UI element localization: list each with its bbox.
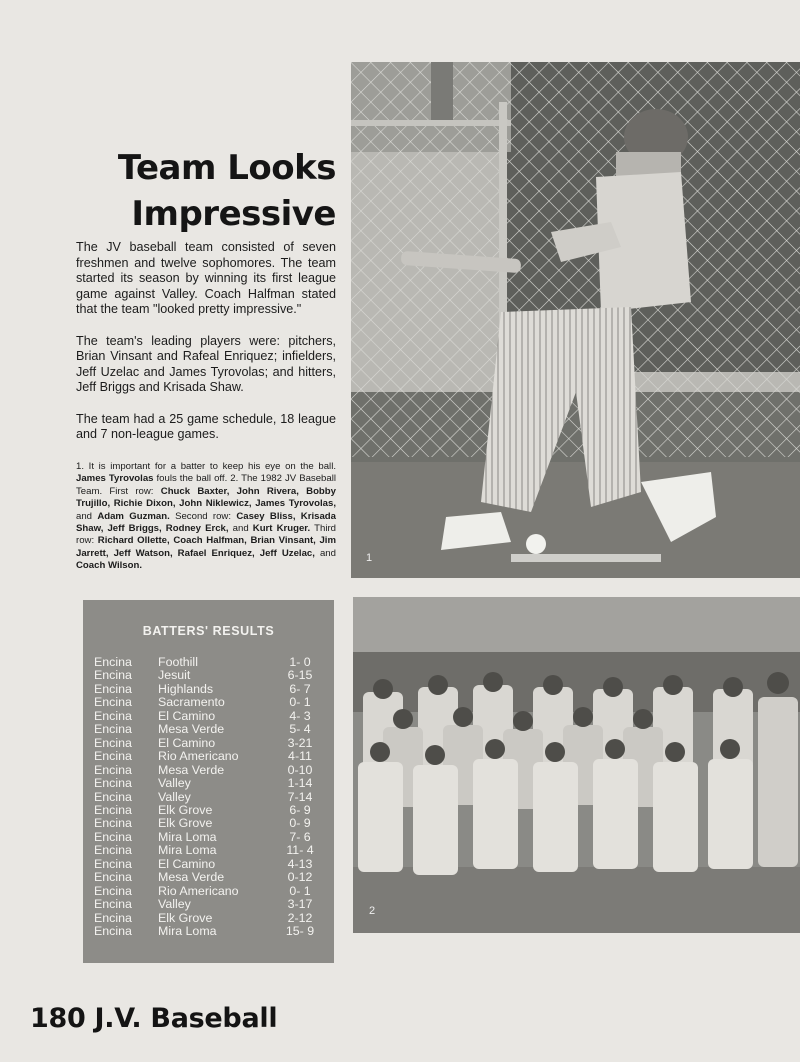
page-footer	[30, 1003, 277, 1034]
body-paragraph-3: The team had a 25 game schedule, 18 league and 7 non-league games.	[76, 411, 336, 441]
result-row	[94, 885, 324, 898]
caption-name: Casey Bliss, Krisada Shaw, Jeff Briggs, Rodney Erck,	[76, 510, 336, 535]
result-opponent: Mesa Verde	[158, 762, 225, 777]
result-opponent: Valley	[158, 897, 191, 912]
result-score: 4- 3	[289, 708, 311, 723]
result-opponent: Mira Loma	[158, 829, 217, 844]
result-team: Encina	[94, 749, 132, 764]
caption-text: and	[314, 547, 336, 559]
result-team: Encina	[94, 695, 132, 710]
result-row	[94, 710, 324, 723]
result-team: Encina	[94, 843, 132, 858]
results-table	[94, 656, 324, 939]
result-row	[94, 791, 324, 804]
caption-text: fouls the ball off. 2. The 1982 JV Baseball Team. First row:	[76, 473, 336, 497]
result-team: Encina	[94, 722, 132, 737]
result-opponent: El Camino	[158, 735, 216, 750]
result-opponent: Valley	[158, 776, 191, 791]
result-row	[94, 804, 324, 817]
result-score: 3-17	[287, 897, 313, 912]
result-score: 4-11	[288, 749, 312, 764]
result-team: Encina	[94, 802, 132, 817]
result-row	[94, 656, 324, 669]
result-row	[94, 844, 324, 857]
result-score: 2-12	[287, 910, 313, 925]
result-opponent: Jesuit	[158, 668, 191, 683]
result-score: 5- 4	[289, 722, 311, 737]
batter-photo	[351, 62, 800, 578]
result-row	[94, 683, 324, 696]
result-team: Encina	[94, 681, 132, 696]
result-team: Encina	[94, 735, 132, 750]
caption-name: Richard Ollette, Coach Halfman, Brian Vinsant, Jim Jarrett, Jeff Watson, Rafael Enriquez, Jeff Uzelac,	[76, 535, 336, 559]
caption-text: Second row:	[169, 510, 237, 522]
result-row	[94, 669, 324, 682]
result-team: Encina	[94, 789, 132, 804]
caption-text: Third row:	[76, 523, 336, 547]
caption-name: Coach Wilson.	[76, 560, 143, 572]
photo-number-1: 1	[366, 552, 373, 564]
result-team: Encina	[94, 829, 132, 844]
result-row	[94, 696, 324, 709]
result-score: 7-14	[287, 789, 313, 804]
caption-text: 1. It is important for a batter to keep his eye on the ball.	[76, 461, 336, 472]
result-row	[94, 817, 324, 830]
headline-line-2: Impressive	[131, 194, 336, 234]
photo-number-2: 2	[369, 905, 376, 917]
result-row	[94, 750, 324, 763]
result-team: Encina	[94, 816, 132, 831]
body-paragraph-1: The JV baseball team consisted of seven freshmen and twelve sophomores. The team started its season by winning its first league game against Valley. Coach Halfman stated that the team "looked pretty impressive."	[76, 240, 336, 316]
result-team: Encina	[94, 924, 132, 939]
batters-results-box	[83, 600, 334, 963]
result-opponent: Mesa Verde	[158, 722, 225, 737]
caption-name: Kurt Kruger.	[252, 523, 311, 535]
caption-name: Adam Guzman.	[97, 510, 170, 522]
result-opponent: Mira Loma	[158, 924, 217, 939]
result-opponent: Mesa Verde	[158, 870, 225, 885]
result-opponent: Sacramento	[158, 695, 225, 710]
result-opponent: Foothill	[158, 655, 198, 669]
footer-label: 180 J.V. Baseball	[30, 1003, 278, 1034]
result-score: 4-13	[287, 856, 313, 871]
result-score: 0-12	[287, 870, 313, 885]
result-team: Encina	[94, 910, 132, 925]
result-row	[94, 737, 324, 750]
article-body	[76, 240, 336, 459]
result-opponent: Elk Grove	[158, 802, 213, 817]
team-photo	[353, 597, 800, 933]
result-score: 1- 0	[289, 655, 311, 669]
result-score: 0- 9	[289, 816, 311, 831]
result-opponent: Elk Grove	[158, 910, 213, 925]
caption-name: James Tyrovolas	[76, 473, 154, 485]
result-row	[94, 871, 324, 884]
result-score: 1-14	[287, 776, 313, 791]
result-team: Encina	[94, 708, 132, 723]
batter-illustration	[351, 62, 800, 578]
caption-text: and	[76, 510, 98, 522]
result-score: 3-21	[287, 735, 313, 750]
photo-caption	[76, 461, 336, 573]
result-team: Encina	[94, 883, 132, 898]
result-opponent: Mira Loma	[158, 843, 217, 858]
result-opponent: Highlands	[158, 681, 214, 696]
result-score: 15- 9	[285, 924, 315, 939]
result-opponent: Elk Grove	[158, 816, 213, 831]
result-score: 6-15	[287, 668, 313, 683]
result-row	[94, 912, 324, 925]
headline-line-1: Team Looks	[117, 148, 336, 188]
result-row	[94, 831, 324, 844]
result-team: Encina	[94, 856, 132, 871]
team-illustration	[353, 597, 800, 933]
result-opponent: El Camino	[158, 708, 216, 723]
result-row	[94, 858, 324, 871]
result-opponent: El Camino	[158, 856, 216, 871]
result-team: Encina	[94, 870, 132, 885]
result-team: Encina	[94, 897, 132, 912]
result-row	[94, 777, 324, 790]
result-opponent: Rio Americano	[158, 749, 239, 764]
result-score: 6- 9	[289, 802, 311, 817]
page-headline	[70, 145, 336, 237]
result-team: Encina	[94, 762, 132, 777]
result-score: 7- 6	[289, 829, 311, 844]
result-score: 0- 1	[289, 695, 311, 710]
result-score: 6- 7	[289, 681, 311, 696]
results-title: BATTERS' RESULTS	[142, 624, 275, 638]
result-row	[94, 723, 324, 736]
result-score: 0-10	[287, 762, 313, 777]
result-row	[94, 925, 324, 938]
result-row	[94, 764, 324, 777]
body-paragraph-2: The team's leading players were: pitchers, Brian Vinsant and Rafeal Enriquez; infielders, Jeff Uzelac and James Tyrovolas; and hitters, Jeff Briggs and Krisada Shaw.	[76, 333, 336, 394]
caption-name: Chuck Baxter, John Rivera, Bobby Trujillo, Richie Dixon, John Niklewicz, James Tyrovolas,	[76, 485, 336, 510]
result-team: Encina	[94, 668, 132, 683]
result-opponent: Rio Americano	[158, 883, 239, 898]
result-score: 11- 4	[286, 843, 314, 858]
result-opponent: Valley	[158, 789, 191, 804]
results-table-body	[94, 656, 324, 939]
caption-text: and	[228, 523, 253, 535]
result-team: Encina	[94, 655, 132, 669]
result-score: 0- 1	[289, 883, 311, 898]
result-row	[94, 898, 324, 911]
result-team: Encina	[94, 776, 132, 791]
